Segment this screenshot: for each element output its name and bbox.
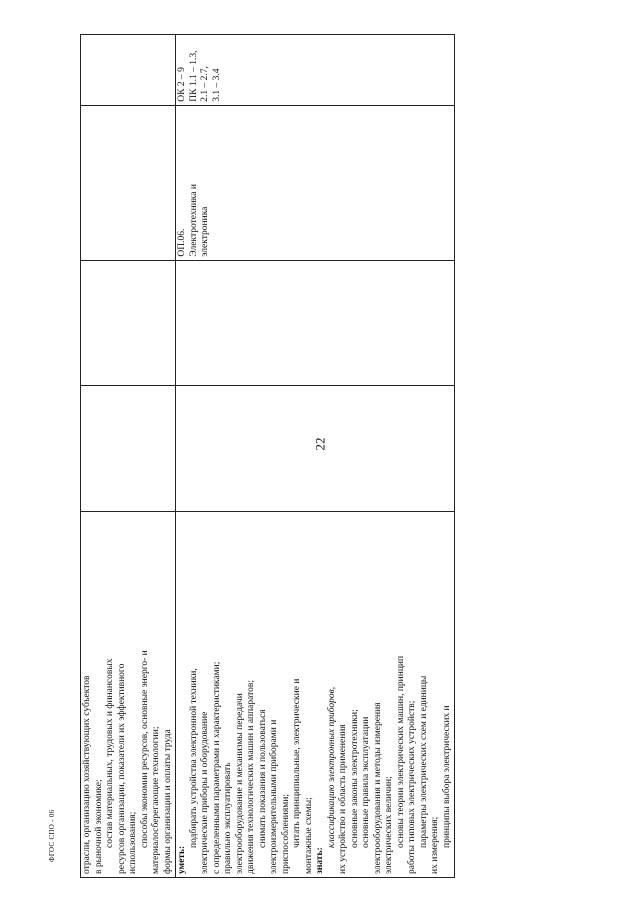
text-line: классификацию электронных приборов, (326, 686, 337, 848)
text-line: снимать показания и пользоваться (257, 709, 268, 848)
discipline-code: ОП.06. (177, 228, 187, 257)
text-line: движения технологических машин и аппаратов; (246, 680, 256, 874)
discipline-cell-top (81, 105, 176, 260)
text-line: работы типовых электрических устройств; (407, 700, 417, 874)
discipline-name: Электротехника и электроника (188, 184, 210, 257)
text-line: способы экономии ресурсов, основные энерго- и (139, 650, 150, 848)
hours-cell-main-2 (176, 260, 455, 386)
requirements-cell-top (81, 512, 176, 878)
text-line: состав материальных, трудовых и финансовых (105, 658, 115, 848)
text-line: электрооборудования и методы измерения (372, 702, 383, 874)
text-line: в рыночной экономике; (93, 779, 104, 874)
competency-code: ПК 1.1 – 1.3, (188, 50, 199, 102)
text-line: электрооборудование и механизмы передачи (234, 693, 245, 874)
text-line: читать принципиальные, электрические и (292, 678, 302, 848)
hours-cell-top-2 (81, 260, 176, 386)
text-line: принципы выбора электрических и (441, 705, 452, 848)
text-line: с определенными параметрами и характеристиками; (211, 661, 222, 874)
requirements-cell-main (176, 512, 455, 878)
text-line: материалосберегающие технологии; (151, 726, 161, 874)
hours-cell-main (176, 386, 455, 512)
text-line: монтажные схемы; (303, 797, 314, 874)
competencies-cell-top (81, 35, 176, 106)
text-line: электрических величин; (384, 776, 394, 874)
text-line: приспособлениями; (280, 794, 291, 874)
text-line: электрические приборы и оборудование (200, 711, 210, 874)
text-line: правильно эксплуатировать (223, 762, 233, 874)
competency-code: 2.1 – 2.7, (200, 66, 210, 102)
text-line: электроизмерительными приборами и (269, 719, 279, 874)
text-line: их устройство и область применения (338, 724, 348, 874)
text-line: основы теории электрических машин, принцип (395, 655, 406, 848)
table-row-main (176, 35, 455, 878)
text-line: подбирать устройства электронной техники, (188, 668, 199, 848)
text-line: основные законы электротехники; (349, 709, 360, 848)
text-line: использования; (128, 811, 138, 874)
page-number: 22 (312, 437, 328, 451)
text-line: основные правила эксплуатации (361, 716, 371, 848)
text-line: отрасли, организацию хозяйствующих субъектов (82, 675, 92, 874)
competency-code: ОК 2 – 9 (177, 67, 187, 102)
competencies-cell-main (176, 35, 455, 106)
znat-label: знать: (315, 847, 325, 874)
text-line: их измерения; (430, 816, 440, 874)
hours-cell-top (81, 386, 176, 512)
competency-code: 3.1 – 3.4 (211, 68, 222, 102)
footer-code: ФГОС СПО - 06 (48, 809, 56, 862)
discipline-cell-main (176, 105, 455, 260)
text-line: формы организации и оплаты труда (162, 729, 173, 874)
text-line: ресурсов организации, показатели их эффективного (116, 663, 127, 874)
text-line: параметры электрических схем и единицы (418, 675, 429, 848)
table-row-top (81, 35, 176, 878)
umet-label: уметь: (177, 845, 187, 874)
curriculum-table (80, 34, 455, 878)
